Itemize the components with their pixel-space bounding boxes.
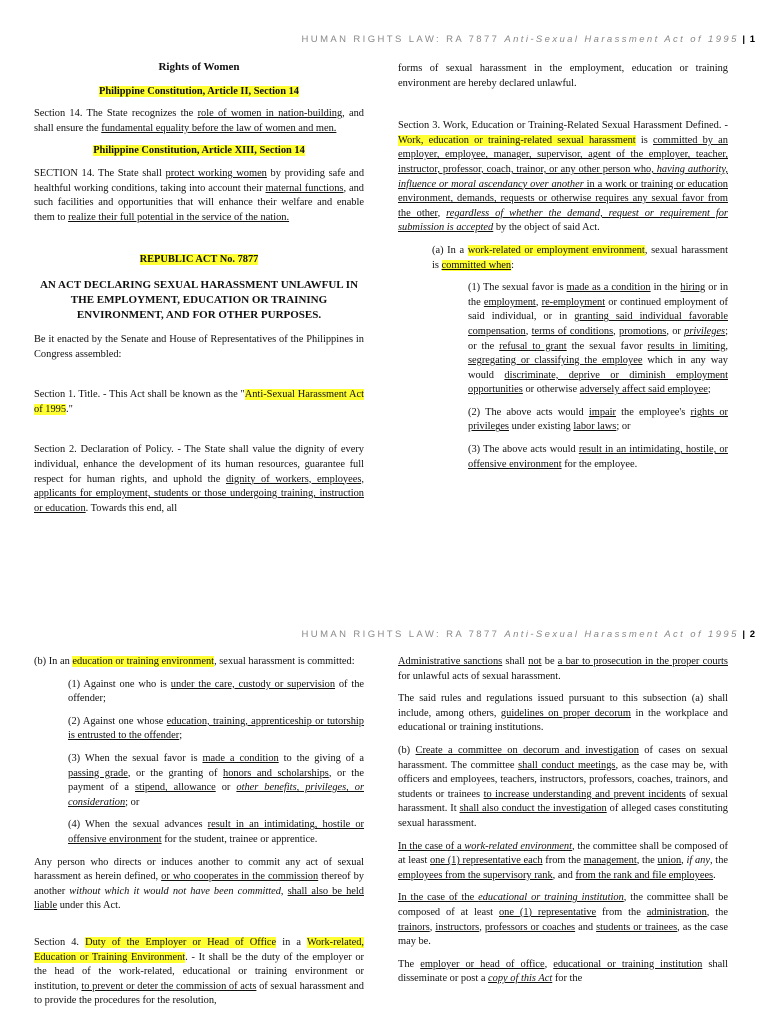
text: and — [575, 921, 597, 933]
header-prefix: HUMAN RIGHTS LAW: RA 7877 — [301, 629, 505, 640]
page-number: 2 — [749, 629, 756, 640]
text: (2) Against one whose — [68, 715, 167, 727]
underlined-text: education, training, apprenticeship or tutorship is entrusted to the offender — [68, 715, 364, 742]
underlined-text: Create a committee on decorum and investigation — [415, 744, 639, 756]
text: or — [215, 782, 237, 794]
underlined-text: under the care, custody or supervision — [170, 678, 336, 690]
underlined-text: trainors — [398, 921, 430, 933]
text: under existing — [508, 421, 574, 433]
underlined-text: re-employment — [541, 296, 606, 308]
text: ; or the — [468, 325, 728, 352]
text: ; or — [616, 421, 631, 433]
text: ." — [66, 403, 73, 415]
constitution-ref — [34, 85, 364, 100]
page-number: 1 — [749, 34, 756, 45]
paragraph — [398, 891, 728, 949]
underlined-text: a bar to prosecution in the proper courts — [557, 656, 728, 667]
text: , sexual harassment is — [432, 244, 728, 271]
underlined-text: results in limiting, segregating or classifying the employee — [468, 340, 728, 367]
text: the sexual favor — [566, 340, 648, 352]
text: from the — [596, 906, 647, 918]
text: SECTION 14. The State shall — [34, 167, 166, 179]
underlined-text: in a work or training or education environment, demands, requests or otherwise requires any sexual favor from the other — [398, 178, 728, 219]
text: for the — [552, 973, 583, 985]
text: , — [437, 207, 447, 219]
highlight: education or training environment — [72, 656, 215, 667]
text: be — [541, 656, 558, 667]
paragraph: forms of sexual harassment in the employment, education or training environment are hereby declared unlawful. — [398, 63, 728, 89]
underlined-text: union — [657, 855, 682, 867]
underlined-text: honors and scholarships — [223, 767, 329, 779]
underlined-text: promotions — [619, 325, 667, 337]
item-2 — [68, 715, 364, 744]
text: , — [479, 921, 485, 933]
clause-b-committee — [398, 744, 728, 832]
text: of sexual harassment. It — [398, 788, 728, 815]
underlined-text: granting said individual favorable compensation — [468, 311, 728, 337]
text: (1) Against one who is — [68, 678, 171, 690]
underlined-text: In the case of the — [398, 892, 479, 904]
section-2 — [34, 443, 364, 516]
text: of alleged cases constituting sexual harassment. — [398, 803, 728, 829]
italic-text: if any — [686, 855, 710, 867]
text: by the object of said Act. — [493, 222, 600, 234]
underlined-text: rights or privileges — [468, 406, 729, 433]
text: , the — [709, 855, 728, 867]
underlined-text: or who cooperates in the commission — [161, 871, 319, 883]
underlined-text: shall also conduct the investigation — [459, 803, 607, 815]
act-title: AN ACT DECLARING SEXUAL HARASSMENT UNLAWFUL IN THE EMPLOYMENT, EDUCATION OR TRAINING ENVIRONMENT, AND FOR OTHER PURPOSES. — [39, 278, 359, 321]
text: , or the payment of a — [68, 767, 364, 794]
italic-underlined-text: privileges — [684, 325, 726, 337]
text: , sexual harassment is committed: — [214, 656, 355, 667]
text: . - It shall be the duty of the employer or the head of the work-related, educational or training environment or institution, — [34, 951, 364, 992]
section-1 — [34, 388, 364, 417]
highlight: work-related or employment environment — [467, 244, 645, 256]
underlined-text: stipend, allowance — [135, 782, 216, 794]
italic-text: without which it would not have been committed — [69, 885, 281, 897]
page-header — [302, 34, 756, 45]
section-heading: Rights of Women — [158, 61, 240, 73]
underlined-text: made a condition — [202, 752, 279, 764]
italic-underlined-text: having authority, influence or moral ascendancy over another — [398, 163, 729, 190]
paragraph — [34, 107, 364, 136]
highlight: committed when — [441, 259, 512, 271]
underlined-text: labor laws — [573, 421, 617, 433]
text: , or the granting of — [127, 767, 224, 779]
underlined-text: employees from the supervisory rank — [398, 869, 553, 881]
underlined-text: hiring — [680, 282, 706, 294]
text: by providing safe and healthful working conditions, taking into account their — [34, 167, 365, 194]
clause-b — [34, 655, 364, 670]
text: or in the — [468, 282, 729, 308]
item-1 — [468, 281, 728, 398]
underlined-text: one (1) representative — [498, 906, 597, 918]
text: , the committee shall be composed of at least — [398, 892, 728, 918]
text: (2) The above acts would — [468, 406, 589, 418]
underlined-text: adversely affect said employee — [579, 384, 708, 396]
paragraph — [398, 958, 728, 987]
text: in a — [276, 936, 307, 948]
italic-underlined-text: educational or training institution — [478, 892, 624, 904]
clause-a — [432, 244, 728, 273]
paragraph — [398, 655, 728, 684]
item-4 — [68, 818, 364, 847]
underlined-text: students or trainees — [596, 921, 678, 933]
text: Any person who directs or induces another to commit any act of sexual harassment as herein defined, — [34, 856, 364, 883]
underlined-text: administration — [646, 906, 707, 918]
text: , as the case may be, with officers and employees, teachers, instructors, professors, coaches, trainors, and students or trainees — [398, 759, 728, 800]
text: , — [535, 296, 542, 308]
constitution-ref — [34, 144, 364, 159]
highlight: Philippine Constitution, Article XIII, Section 14 — [93, 145, 305, 157]
highlight: Work-related, Education or Training Environment — [34, 936, 364, 963]
underlined-text: one (1) representative each — [429, 855, 543, 867]
text: (a) In a — [432, 244, 468, 256]
text: is — [635, 134, 653, 146]
underlined-text: terms of conditions — [531, 325, 614, 337]
section-3 — [398, 119, 728, 236]
header-separator: | — [738, 629, 750, 640]
text: , the — [706, 906, 728, 918]
text: Section 4. — [34, 936, 86, 948]
text: , the — [636, 855, 658, 867]
underlined-text: result in an intimidating, hostile, or offensive environment — [468, 444, 728, 470]
text: , — [681, 855, 687, 867]
underlined-text: to prevent or deter the commission of acts — [81, 980, 257, 992]
paragraph — [398, 840, 728, 884]
text: , and such facilities and opportunities that will enhance their welfare and enable them to — [34, 182, 365, 223]
text: , and — [552, 869, 576, 881]
underlined-text: impair — [588, 406, 616, 418]
underlined-text: protect working women — [165, 167, 267, 179]
page2-left-column — [34, 655, 364, 1017]
underlined-text: role of women in nation-building — [197, 108, 343, 120]
text: , as the case may be. — [398, 921, 728, 948]
text: or otherwise — [522, 384, 580, 396]
underlined-text: made as a condition — [566, 282, 651, 294]
text: or continued employment of said individual, or in — [468, 296, 729, 323]
italic-underlined-text: copy of this Act — [488, 973, 553, 985]
text: , the committee shall be composed of at least — [398, 840, 729, 867]
text: , or — [666, 325, 685, 337]
act-number — [34, 253, 364, 268]
text: the employee's — [616, 406, 691, 418]
underlined-text: passing grade — [68, 767, 128, 779]
header-title: Anti-Sexual Harassment Act of 1995 — [504, 34, 739, 45]
text: Section 2. Declaration of Policy. - The State shall value the dignity of every individual, enhance the development of its human resources, guarantee full respect for human rights, and uphold the — [34, 444, 364, 485]
text: Section 1. Title. - This Act shall be known as the " — [34, 389, 245, 401]
item-2 — [468, 406, 728, 435]
page1-left-column — [34, 60, 364, 524]
page1-right-column — [398, 62, 728, 480]
header-title: Anti-Sexual Harassment Act of 1995 — [504, 629, 739, 640]
header-separator: | — [738, 34, 750, 45]
text: , — [429, 921, 436, 933]
paragraph — [34, 167, 364, 225]
text: Section 14. The State recognizes the — [34, 108, 198, 120]
text: Section 3. Work, Education or Training-Related Sexual Harassment Defined. - — [398, 120, 728, 132]
underlined-text: committed by an employer, employee, manager, supervisor, agent of the employer, teacher, instructor, professor, coach, trainor, or any other person who, — [398, 134, 728, 175]
text: . — [713, 869, 716, 881]
text: , — [525, 325, 532, 337]
text: , — [613, 325, 619, 337]
text: . Towards this end, all — [85, 502, 178, 514]
text: for the student, trainee or apprentice. — [161, 833, 318, 845]
text: , — [280, 885, 288, 897]
text: of sexual harassment and to provide the procedures for the resolution, — [34, 980, 364, 1007]
item-3 — [68, 752, 364, 810]
text: thereof by another — [34, 871, 364, 897]
underlined-text: Administrative sanctions — [398, 656, 503, 667]
text: in the workplace and educational or training institutions. — [398, 707, 728, 734]
text: (3) When the sexual favor is — [68, 752, 203, 764]
section-4 — [34, 936, 364, 1009]
underlined-text: instructors — [435, 921, 480, 933]
underlined-text: shall also be held liable — [34, 885, 364, 912]
text: from the — [542, 855, 584, 867]
highlight: Work, education or training-related sexual harassment — [398, 134, 636, 146]
header-prefix: HUMAN RIGHTS LAW: RA 7877 — [301, 34, 505, 45]
underlined-text: employer or head of office — [420, 958, 545, 970]
underlined-text: result in an intimidating, hostile or offensive environment — [68, 819, 365, 845]
text: (b) In an — [34, 656, 73, 667]
text: which in any way would — [468, 355, 728, 381]
underlined-text: management — [583, 855, 637, 867]
paragraph — [398, 692, 728, 736]
text: shall disseminate or post a — [398, 958, 728, 985]
underlined-text: professors or coaches — [484, 921, 576, 933]
underlined-text: guidelines on proper decorum — [500, 707, 631, 719]
highlight: Philippine Constitution, Article II, Section 14 — [98, 85, 300, 97]
text: to the giving of a — [278, 752, 365, 764]
text: ; — [179, 730, 183, 742]
highlight: Duty of the Employer or Head of Office — [85, 936, 277, 948]
underlined-text: realize their full potential in the service of the nation. — [68, 211, 290, 223]
underlined-text: maternal functions — [265, 182, 344, 194]
text: of cases on sexual harassment. The committee — [398, 744, 729, 771]
underlined-text: refusal to grant — [499, 340, 567, 352]
paragraph — [34, 856, 364, 914]
highlight: Anti-Sexual Harassment Act of 1995 — [34, 389, 364, 415]
text: in the — [650, 282, 681, 294]
text: ; — [707, 384, 711, 396]
item-3 — [468, 443, 728, 472]
paragraph: Be it enacted by the Senate and House of Representatives of the Philippines in Congress assembled: — [34, 333, 364, 360]
text: shall — [502, 656, 529, 667]
text: ; or — [125, 796, 140, 808]
italic-underlined-text: regardless of whether the demand, request or requirement for submission is accepted — [398, 207, 728, 234]
italic-underlined-text: other benefits, privileges, or consideration — [68, 782, 364, 808]
text: (1) The sexual favor is — [468, 282, 567, 294]
item-1 — [68, 678, 364, 707]
text: (b) — [398, 744, 416, 756]
text: for unlawful acts of sexual harassment. — [398, 670, 561, 682]
text: : — [511, 259, 514, 271]
page2-right-column — [398, 655, 728, 995]
underlined-text: not — [528, 656, 542, 667]
text: , — [544, 958, 554, 970]
underlined-text: dignity of workers, employees, applicants for employment, students or those undergoing training, instruction or education — [34, 473, 364, 514]
italic-underlined-text: work-related environment — [464, 840, 572, 852]
text: under this Act. — [57, 900, 121, 912]
text: (4) When the sexual advances — [68, 819, 208, 831]
underlined-text: In the case of a — [398, 840, 465, 852]
text: for the employee. — [561, 458, 638, 470]
underlined-text: shall conduct meetings — [518, 759, 616, 771]
page-header — [302, 629, 756, 640]
text: The — [398, 958, 421, 970]
text: , and shall ensure the — [34, 108, 364, 134]
underlined-text: fundamental equality before the law of women and men. — [101, 122, 337, 134]
underlined-text: employment — [483, 296, 536, 308]
highlight: REPUBLIC ACT No. 7877 — [139, 254, 259, 266]
underlined-text: educational or training institution — [553, 958, 703, 970]
underlined-text: discriminate, deprive or diminish employment opportunities — [468, 369, 729, 396]
text: of the offender; — [68, 678, 365, 705]
underlined-text: from the rank and file employees — [575, 869, 714, 881]
text: The said rules and regulations issued pursuant to this subsection (a) shall include, among others, — [398, 693, 728, 719]
text: (3) The above acts would — [468, 444, 579, 456]
underlined-text: to increase understanding and prevent incidents — [483, 788, 686, 800]
